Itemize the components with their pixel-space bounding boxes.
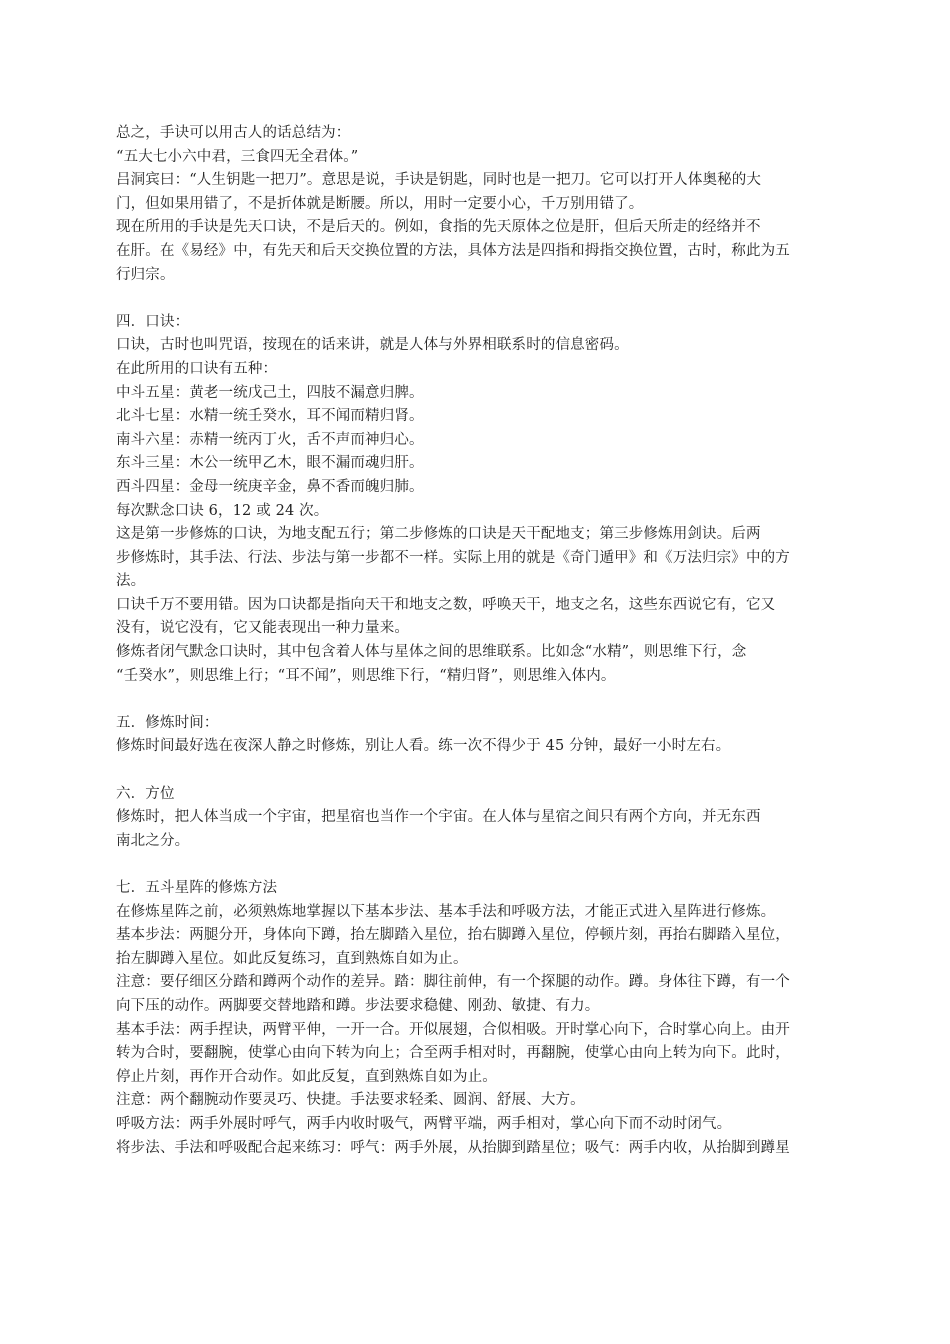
- quote-line: “五大七小六中君，三食四无全君体。”: [116, 148, 359, 165]
- text-line: 在肝。在《易经》中，有先天和后天交换位置的方法，具体方法是四指和拇指交换位置，古时，称此为五: [116, 242, 790, 259]
- document-page: [116, 122, 850, 1160]
- text-line: 抬左脚蹲入星位。如此反复练习，直到熟炼自如为止。: [116, 950, 468, 967]
- text-line: 在修炼星阵之前，必须熟炼地掌握以下基本步法、基本手法和呼吸方法，才能正式进入星阵进行修炼。: [116, 903, 776, 920]
- text-line: 基本步法：两腿分开，身体向下蹲，抬左脚踏入星位，抬右脚蹲入星位，停顿片刻，再抬右脚踏入星位，: [116, 927, 790, 944]
- text-line: 现在所用的手诀是先天口诀，不是后天的。例如，食指的先天原体之位是肝，但后天所走的经络并不: [116, 219, 761, 236]
- section-star-array-method: [116, 877, 850, 1160]
- incantation-line: 南斗六星：赤精一统丙丁火，舌不声而神归心。: [116, 431, 424, 448]
- text-line: 修炼者闭气默念口诀时，其中包含着人体与星体之间的思维联系。比如念“水精”，则思维下行，念: [116, 644, 747, 661]
- section-heading: 四．口诀：: [116, 313, 190, 330]
- text-line: 吕洞宾曰：“人生钥匙一把刀”。意思是说，手诀是钥匙，同时也是一把刀。它可以打开人体奥秘的大: [116, 172, 762, 189]
- section-heading: 六．方位: [116, 785, 175, 802]
- text-line: 呼吸方法：两手外展时呼气，两手内收时吸气，两臂平端，两手相对，掌心向下而不动时闭气。: [116, 1115, 732, 1132]
- text-line: 总之，手诀可以用古人的话总结为：: [116, 125, 351, 141]
- text-line: “壬癸水”，则思维上行；“耳不闻”，则思维下行，“精归肾”，则思维入体内。: [116, 667, 616, 684]
- blank-line: [116, 853, 850, 877]
- text-line: 口诀千万不要用错。因为口诀都是指向天干和地支之数，呼唤天干，地支之名，这些东西说它有，它又: [116, 596, 776, 613]
- text-line: 法。: [116, 573, 146, 590]
- text-line: 没有，说它没有，它又能表现出一种力量来。: [116, 620, 409, 637]
- text-line: 基本手法：两手捏诀，两臂平伸，一开一合。开似展翅，合似相吸。开时掌心向下，合时掌心向上。由开: [116, 1021, 790, 1038]
- incantation-line: 北斗七星：水精一统壬癸水，耳不闻而精归肾。: [116, 408, 424, 425]
- text-line: 转为合时，要翻腕，使掌心由向下转为向上；合至两手相对时，再翻腕，使掌心由向上转为向下。此时，: [116, 1045, 790, 1062]
- section-practice-time: [116, 712, 850, 759]
- incantation-line: 东斗三星：木公一统甲乙木，眼不漏而魂归肝。: [116, 455, 424, 472]
- text-line: 修炼时间最好选在夜深人静之时修炼，别让人看。练一次不得少于 45 分钟，最好一小时左右。: [116, 738, 731, 755]
- incantation-line: 中斗五星：黄老一统戊己土，四肢不漏意归脾。: [116, 384, 424, 401]
- incantation-line: 西斗四星：金母一统庚辛金，鼻不香而魄归肺。: [116, 478, 424, 495]
- blank-line: [116, 759, 850, 783]
- section-incantation: [116, 311, 850, 689]
- text-line: 门，但如果用错了，不是折体就是断腰。所以，用时一定要小心，千万别用错了。: [116, 195, 644, 212]
- text-line: 向下压的动作。两脚要交替地踏和蹲。步法要求稳健、刚劲、敏捷、有力。: [116, 997, 600, 1014]
- text-line: 在此所用的口诀有五种：: [116, 360, 278, 377]
- blank-line: [116, 688, 850, 712]
- text-line: 注意：两个翻腕动作要灵巧、快捷。手法要求轻柔、圆润、舒展、大方。: [116, 1092, 585, 1109]
- text-line: 修炼时，把人体当成一个宇宙，把星宿也当作一个宇宙。在人体与星宿之间只有两个方向，并无东西: [116, 809, 761, 826]
- text-line: 口诀，古时也叫咒语，按现在的话来讲，就是人体与外界相联系时的信息密码。: [116, 337, 629, 354]
- section-heading: 五．修炼时间：: [116, 714, 219, 731]
- text-line: 行归宗。: [116, 266, 175, 283]
- section-hand-seal-summary: [116, 122, 850, 287]
- text-line: 步修炼时，其手法、行法、步法与第一步都不一样。实际上用的就是《奇门遁甲》和《万法归宗》中的方: [116, 549, 790, 566]
- text-line: 这是第一步修炼的口诀，为地支配五行；第二步修炼的口诀是天干配地支；第三步修炼用剑诀。后两: [116, 526, 761, 543]
- blank-line: [116, 287, 850, 311]
- text-line: 每次默念口诀 6，12 或 24 次。: [116, 502, 329, 519]
- text-line: 南北之分。: [116, 832, 190, 849]
- text-line: 将步法、手法和呼吸配合起来练习：呼气：两手外展，从抬脚到踏星位；吸气：两手内收，从抬脚到蹲星: [116, 1139, 790, 1156]
- section-orientation: [116, 783, 850, 854]
- section-heading: 七．五斗星阵的修炼方法: [116, 880, 278, 896]
- text-line: 停止片刻，再作开合动作。如此反复，直到熟炼自如为止。: [116, 1068, 497, 1085]
- text-line: 注意：要仔细区分踏和蹲两个动作的差异。踏：脚往前伸，有一个探腿的动作。蹲。身体往下蹲，有一个: [116, 974, 790, 991]
